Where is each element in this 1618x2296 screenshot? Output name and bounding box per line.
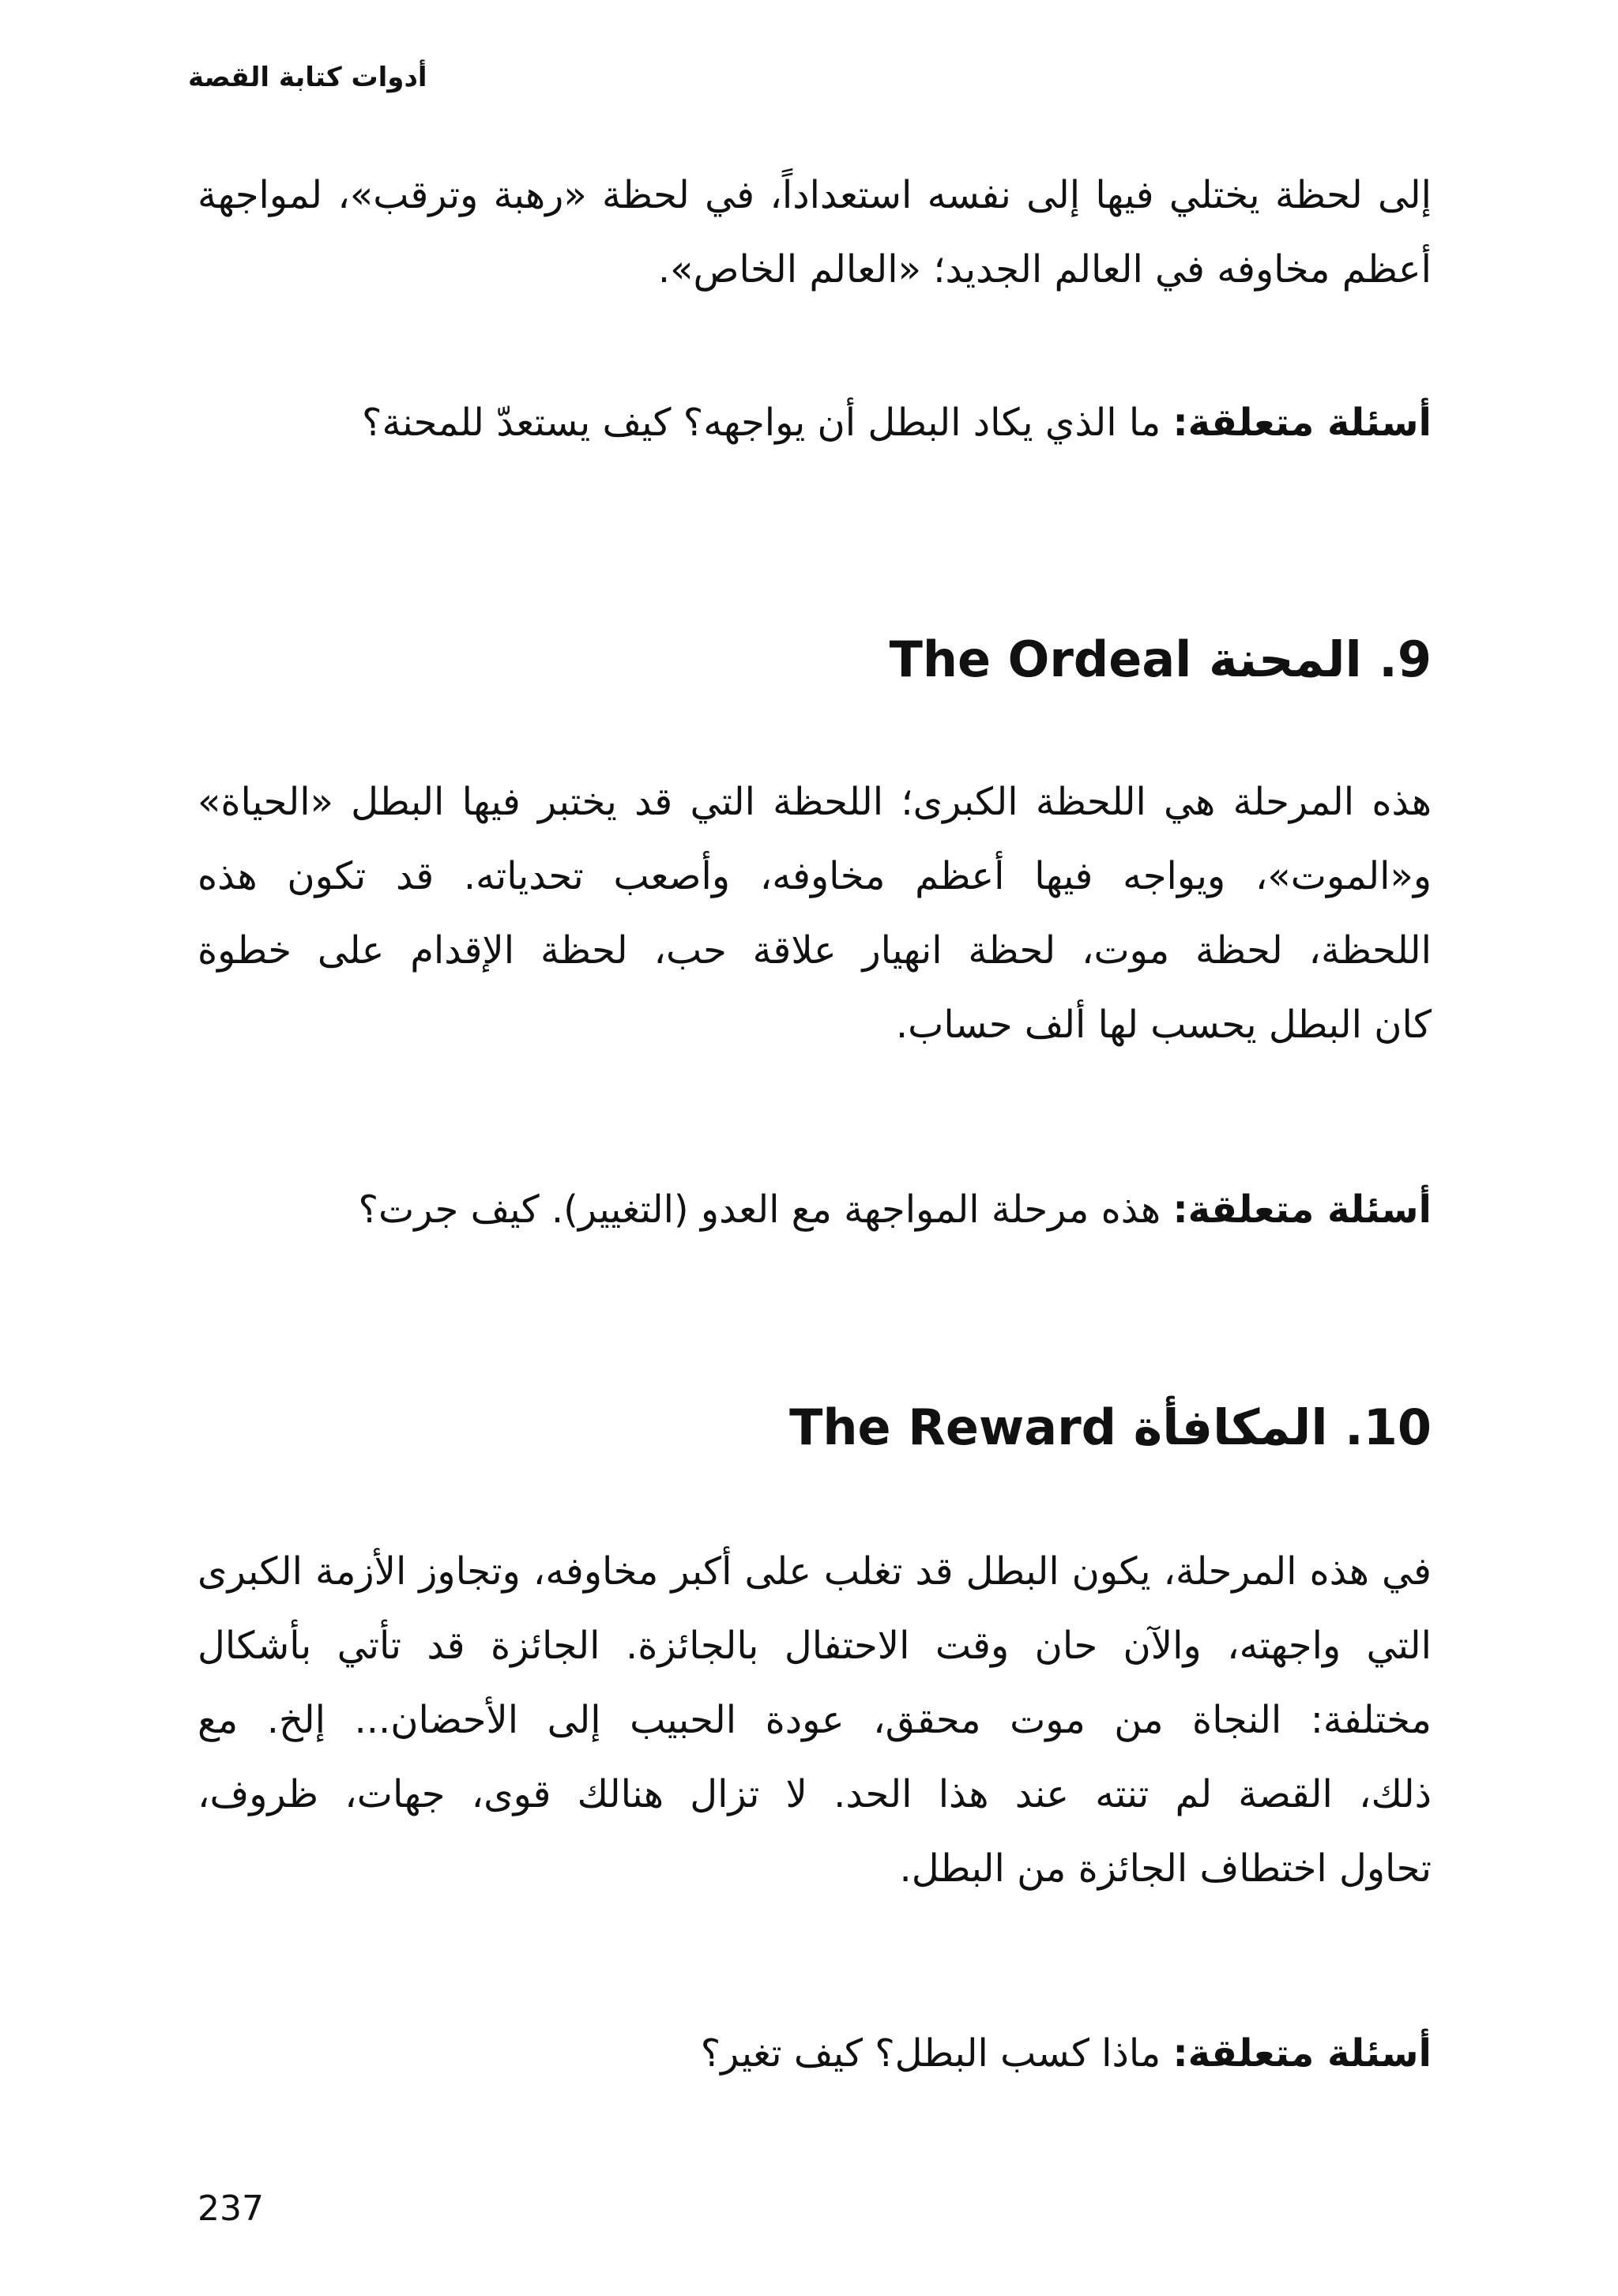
page-number: 237: [198, 2189, 264, 2229]
questions-label: أسئلة متعلقة:: [1172, 2031, 1432, 2076]
text-line: إلى لحظة يختلي فيها إلى نفسه استعداداً، في لحظة «رهبة وترقب»، لمواجهة: [198, 173, 1432, 217]
text-line: أعظم مخاوفه في العالم الجديد؛ «العالم الخاص».: [657, 247, 1432, 292]
intro-related-questions: [198, 386, 1432, 460]
text-line: مختلفة: النجاة من موت محقق، عودة الحبيب إلى الأحضان... إلخ. مع: [198, 1698, 1432, 1742]
section-heading-reward: [198, 1392, 1432, 1463]
section-heading-ordeal: [198, 624, 1432, 695]
text-line: و«الموت»، ويواجه فيها أعظم مخاوفه، وأصعب تحدياته. قد تكون هذه: [198, 854, 1432, 898]
text-line: ذلك، القصة لم تنته عند هذا الحد. لا تزال هنالك قوى، جهات، ظروف،: [198, 1772, 1432, 1816]
text-line: هذه المرحلة هي اللحظة الكبرى؛ اللحظة التي قد يختبر فيها البطل «الحياة»: [198, 780, 1432, 824]
reward-paragraph: [198, 1534, 1432, 1906]
running-header-title: أدوات كتابة القصة: [188, 62, 427, 93]
questions-label: أسئلة متعلقة:: [1172, 401, 1432, 445]
heading-english: The Reward: [789, 1398, 1117, 1456]
text-line: تحاول اختطاف الجائزة من البطل.: [899, 1846, 1432, 1891]
questions-text: هذه مرحلة المواجهة مع العدو (التغيير). كيف جرت؟: [358, 1188, 1173, 1232]
heading-english: The Ordeal: [889, 630, 1192, 688]
text-line: كان البطل يحسب لها ألف حساب.: [895, 1003, 1432, 1047]
heading-arabic: 9. المحنة: [1209, 630, 1432, 688]
questions-text: ماذا كسب البطل؟ كيف تغير؟: [700, 2031, 1173, 2076]
questions-text: ما الذي يكاد البطل أن يواجهه؟ كيف يستعدّ للمحنة؟: [361, 401, 1173, 445]
text-line: في هذه المرحلة، يكون البطل قد تغلب على أكبر مخاوفه، وتجاوز الأزمة الكبرى: [198, 1549, 1432, 1594]
reward-related-questions: [198, 2016, 1432, 2091]
ordeal-related-questions: [198, 1172, 1432, 1247]
text-line: التي واجهته، والآن حان وقت الاحتفال بالجائزة. الجائزة قد تأتي بأشكال: [198, 1624, 1432, 1668]
text-line: اللحظة، لحظة موت، لحظة انهيار علاقة حب، لحظة الإقدام على خطوة: [198, 928, 1432, 973]
heading-arabic: 10. المكافأة: [1133, 1398, 1432, 1456]
intro-paragraph: [198, 158, 1432, 307]
questions-label: أسئلة متعلقة:: [1172, 1188, 1432, 1232]
ordeal-paragraph: [198, 765, 1432, 1062]
